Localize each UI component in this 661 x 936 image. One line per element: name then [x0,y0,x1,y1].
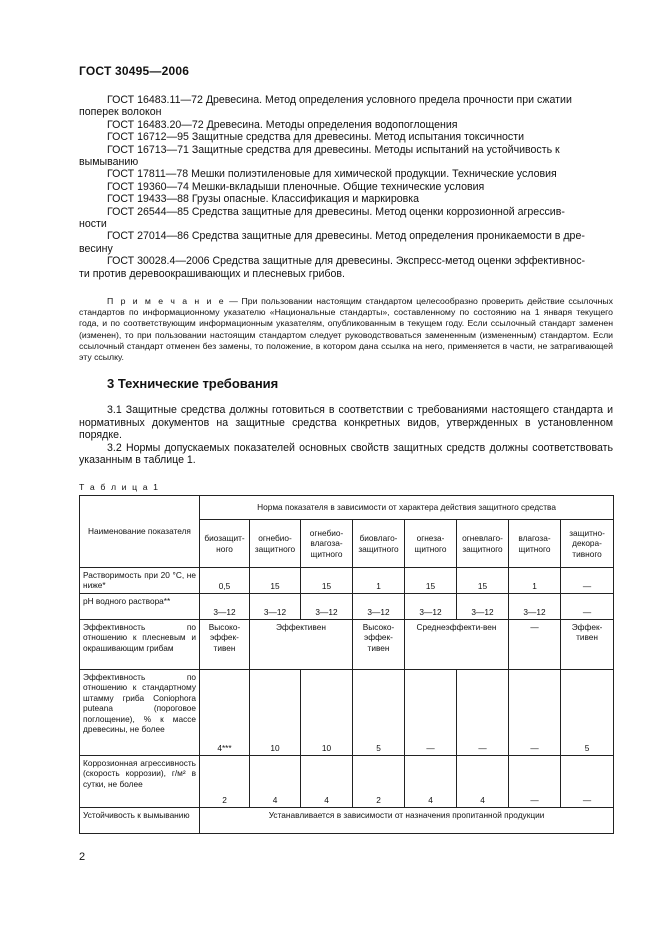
table-row [80,620,614,670]
column-header: биовлаго-защитного [353,520,405,568]
table-cell: 3—12 [353,594,405,620]
table-cell: 1 [509,568,561,594]
reference-item: ГОСТ 19433—88 Грузы опасные. Классификация и маркировка [107,193,420,206]
reference-item: ГОСТ 30028.4—2006 Средства защитные для древесины. Экспресс-метод оценки эффективнос- ти против деревоокрашивающих и плесневых грибов. [79,255,586,280]
reference-item: ГОСТ 16483.11—72 Древесина. Метод определения условного предела прочности при сжатии поперек волокон [79,94,572,119]
table-cell: — [561,594,614,620]
table-cell: 3—12 [200,594,250,620]
table-cell: — [561,568,614,594]
note-label: П р и м е ч а н и е [107,296,226,306]
table-cell: 3—12 [250,594,301,620]
table-row [80,670,614,756]
table-row [80,756,614,808]
header-name-cell: Наименование показателя [80,496,200,568]
table-cell: Эффективен [250,620,353,670]
table-row [80,568,614,594]
table-cell: — [405,670,457,756]
table-cell: Высоко-эффек-тивен [353,620,405,670]
table-cell: — [457,670,509,756]
column-header: огнебио-влагоза-щитного [301,520,353,568]
table-cell: Высоко-эффек-тивен [200,620,250,670]
row-name: Эффективность по отношению к стандартному штамму гриба Coniophora puteana (пороговое поглощение), % к массе древесины, не более [80,670,200,756]
table-cell: 15 [405,568,457,594]
table-cell: — [561,756,614,808]
row-name: рН водного раствора** [80,594,200,620]
row-name: Растворимость при 20 °С, не ниже* [80,568,200,594]
table-cell: 2 [200,756,250,808]
row-name: Устойчивость к вымыванию [80,808,200,834]
column-header: защитно-декора-тивного [561,520,614,568]
section-title: 3 Технические требования [107,376,279,391]
table-cell: 4 [301,756,353,808]
table-cell: Среднеэффекти-вен [405,620,509,670]
table-cell: 1 [353,568,405,594]
table-cell: 4 [457,756,509,808]
note-block [79,296,613,363]
table-cell: 3—12 [301,594,353,620]
table-cell: 5 [353,670,405,756]
table-cell: — [509,670,561,756]
paragraph: 3.1 Защитные средства должны готовиться в соответствии с требованиями настоящего стандарта и нормативных документов на защитные средства конкретных видов, утвержденных в установленном порядке. [79,404,613,442]
reference-list [79,94,613,280]
table-caption: Т а б л и ц а 1 [79,482,160,492]
reference-item: ГОСТ 16483.20—72 Древесина. Методы определения водопоглощения [107,118,458,131]
column-header: влагоза-щитного [509,520,561,568]
table-cell: 3—12 [405,594,457,620]
table-cell: 15 [301,568,353,594]
table-cell: — [509,620,561,670]
reference-item: ГОСТ 16712—95 Защитные средства для древесины. Метод испытания токсичности [107,131,525,144]
table-cell: 0,5 [200,568,250,594]
table-cell: 4 [405,756,457,808]
header-group-cell: Норма показателя в зависимости от характера действия защитного средства [200,496,614,520]
table-row [80,594,614,620]
reference-item: ГОСТ 16713—71 Защитные средства для древесины. Методы испытаний на устойчивость к вымыванию [79,143,560,169]
table-cell: Эффек-тивен [561,620,614,670]
table-cell: 3—12 [457,594,509,620]
table-cell: 15 [457,568,509,594]
column-header: огневлаго-защитного [457,520,509,568]
page-number: 2 [79,851,86,863]
note-text: — При пользовании настоящим стандартом целесообразно проверить действие ссылочных стандартов по информационному указателю «Национальные стандарты», составленному по состоянию на 1 января текущего года, и по соответствующим информационным указателям, опубликованным в текущем году. Если ссылочный стандарт заменен (изменен), то при пользовании настоящим стандартом следует руководствоваться замененным (измененным) стандартом. Если ссылочный стандарт отменен без замены, то положение, в котором дана ссылка на него, применяется в части, не затрагивающей эту ссылку. [79,296,613,363]
reference-item: ГОСТ 19360—74 Мешки-вкладыши пленочные. Общие технические условия [107,180,485,193]
table-cell: 5 [561,670,614,756]
row-name: Эффективность по отношению к плесневым и окрашивающим грибам [80,620,200,670]
table-cell: 15 [250,568,301,594]
section-body [79,404,613,467]
table-cell: 4 [250,756,301,808]
table-cell: 4*** [200,670,250,756]
reference-item: ГОСТ 27014—86 Средства защитные для древесины. Метод определения проникаемости в дре- весину [79,230,585,255]
reference-item: ГОСТ 26544—85 Средства защитные для древесины. Метод оценки коррозионной агрессив- ности [79,205,565,231]
page-header: ГОСТ 30495—2006 [79,64,190,78]
table-cell: 2 [353,756,405,808]
paragraph: 3.2 Нормы допускаемых показателей основных свойств защитных средств должны соответствовать указанным в таблице 1. [79,441,613,467]
requirements-table [79,495,614,834]
table-cell: — [509,756,561,808]
column-header: биозащит-ного [200,520,250,568]
table-cell: Устанавливается в зависимости от назначения пропитанной продукции [200,808,614,834]
column-header: огнебио-защитного [250,520,301,568]
row-name: Коррозионная агрессивность (скорость коррозии), г/м² в сутки, не более [80,756,200,808]
table-cell: 10 [250,670,301,756]
table-cell: 10 [301,670,353,756]
table-row [80,808,614,834]
table-cell: 3—12 [509,594,561,620]
reference-item: ГОСТ 17811—78 Мешки полиэтиленовые для химической продукции. Технические условия [107,168,557,181]
column-header: огнеза-щитного [405,520,457,568]
